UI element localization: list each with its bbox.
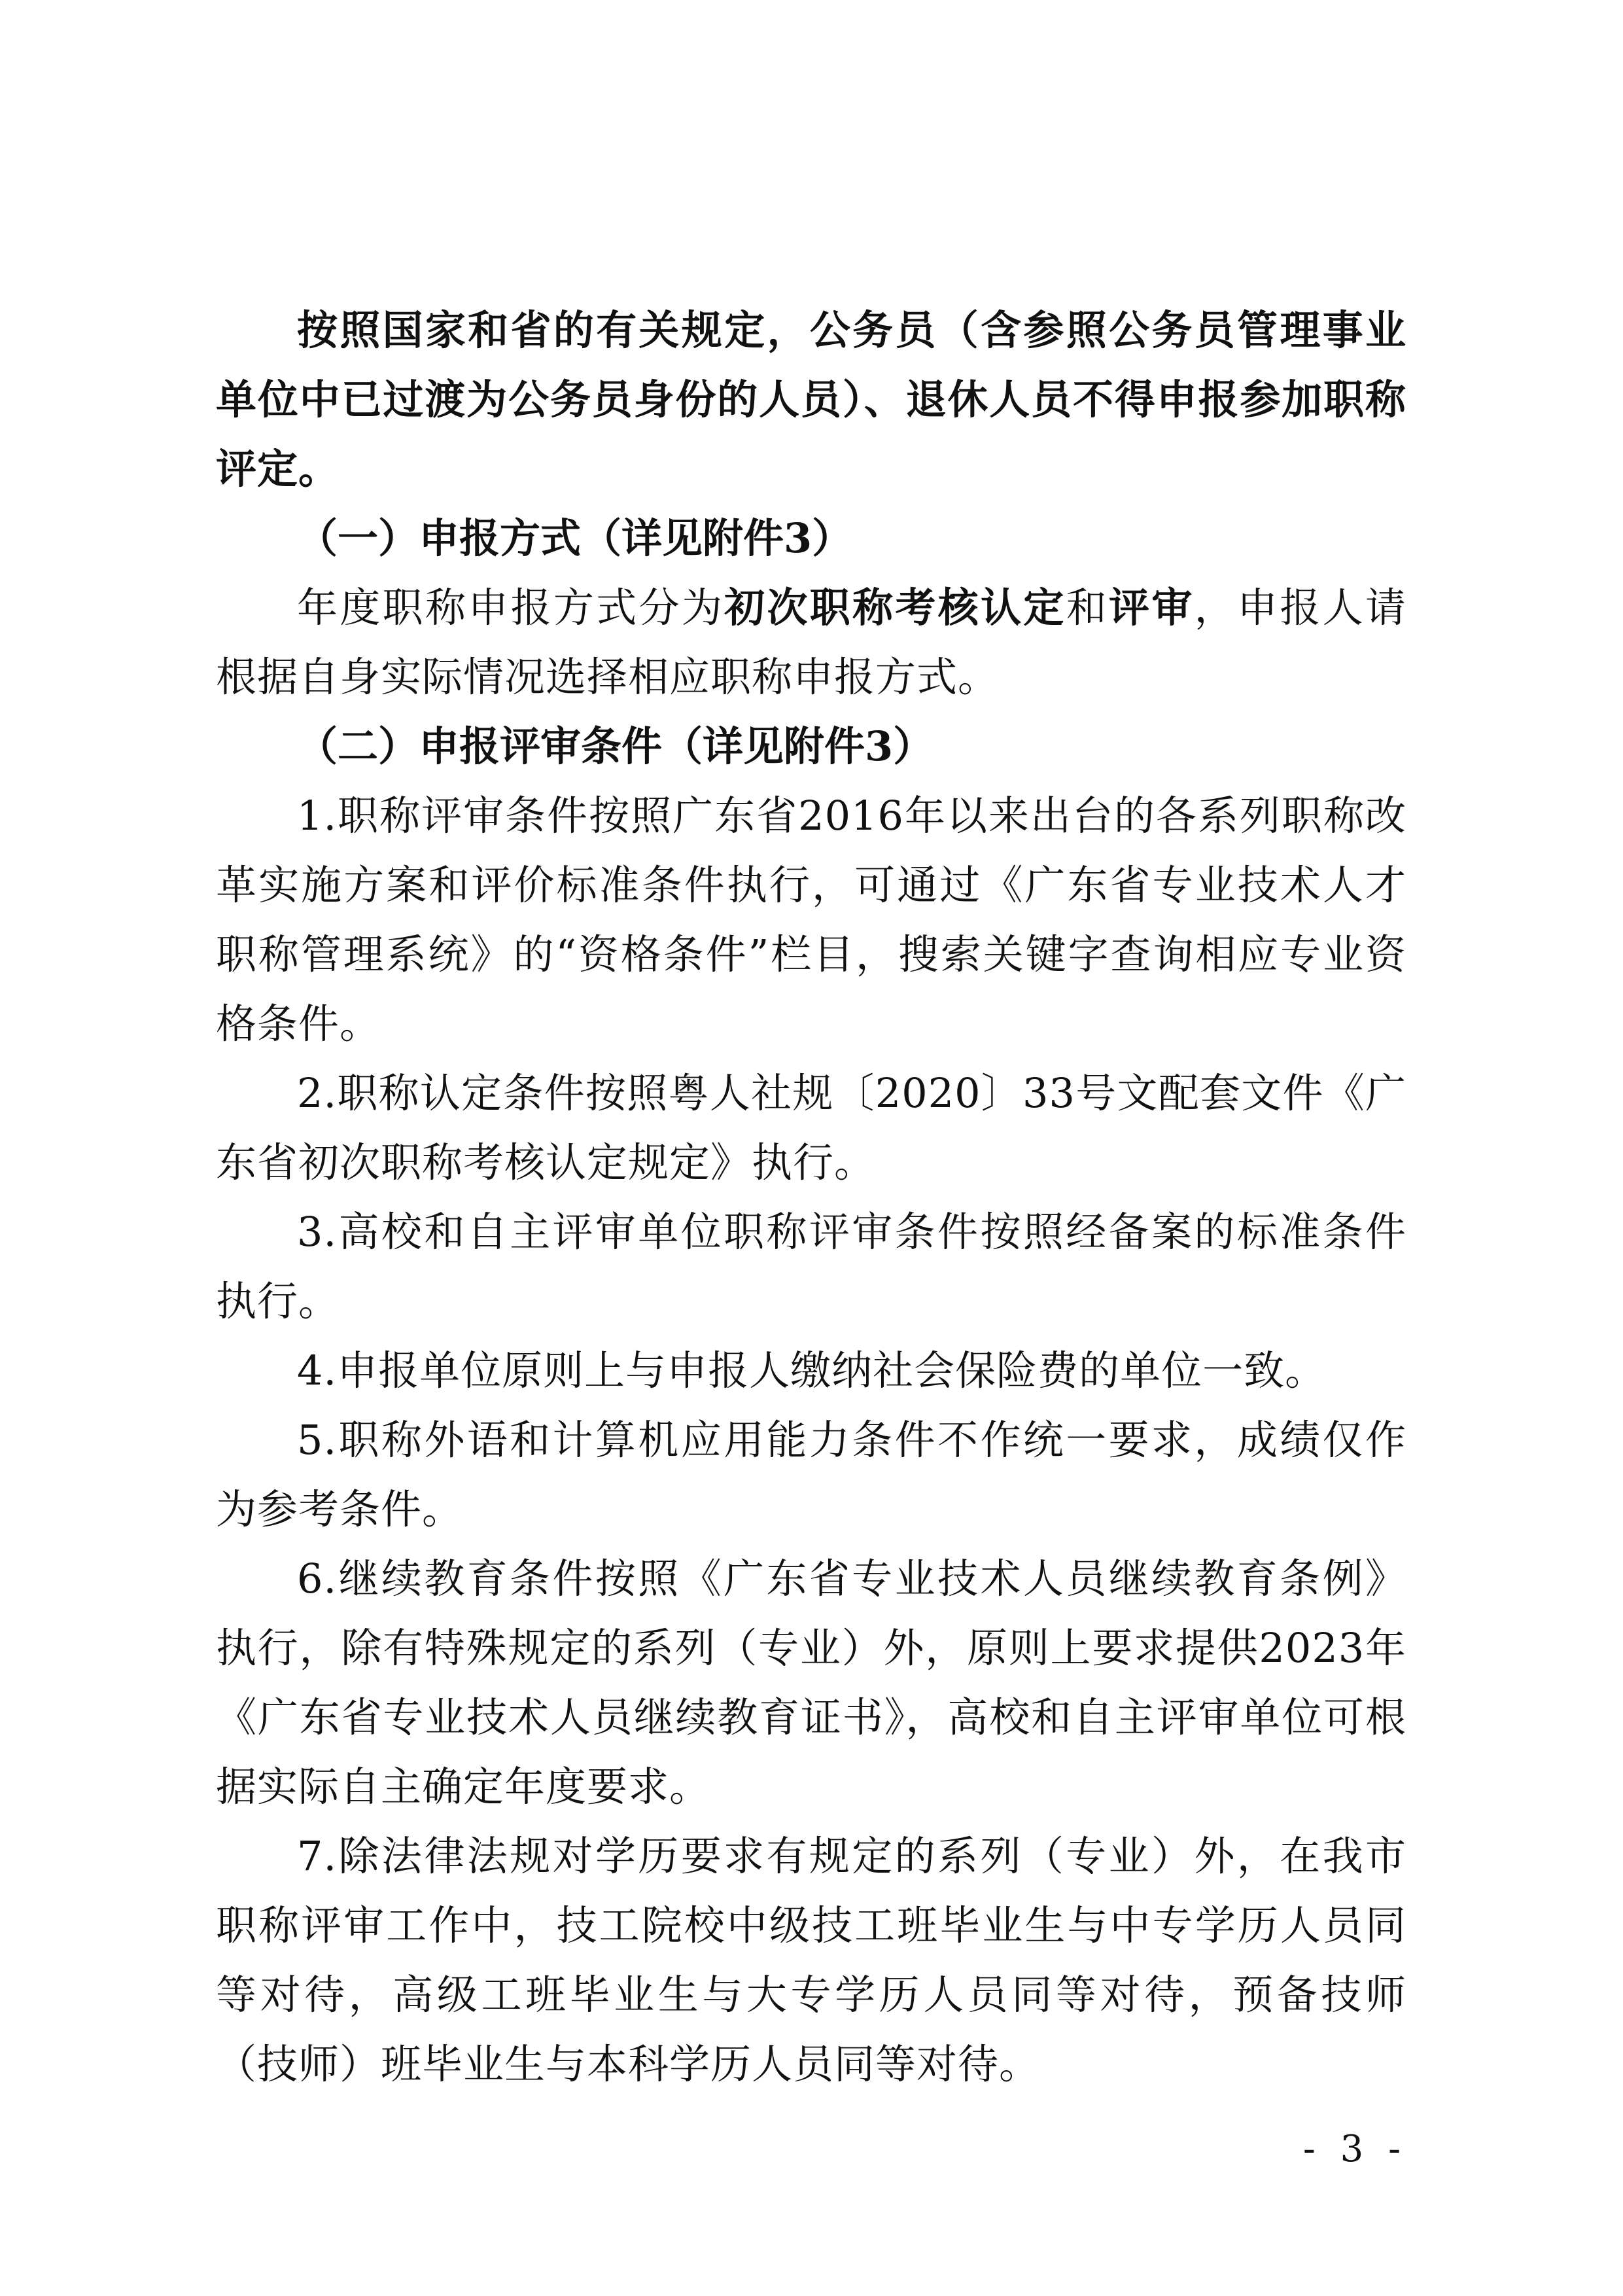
paragraph-item-4: 4.申报单位原则上与申报人缴纳社会保险费的单位一致。 <box>297 1347 1327 1394</box>
paragraph-civil-servant-restriction: 按照国家和省的有关规定，公务员（含参照公务员管理事业单位中已过渡为公务员身份的人员）、退休人员不得申报参加职称评定。 <box>216 306 1406 493</box>
heading-review-conditions: （二）申报评审条件（详见附件3） <box>297 722 934 770</box>
paragraph-application-method <box>216 573 1406 712</box>
text-review: 评审 <box>1109 584 1195 631</box>
text-segment: ，申报人请根据自身实际情况选择相应职称申报方式。 <box>216 584 1406 701</box>
paragraph-item-3: 3.高校和自主评审单位职称评审条件按照经备案的标准条件执行。 <box>216 1208 1406 1325</box>
text-initial-assessment: 初次职称考核认定 <box>724 584 1066 631</box>
page-number: - 3 - <box>1302 2128 1407 2170</box>
paragraph-item-6: 6.继续教育条件按照《广东省专业技术人员继续教育条例》执行，除有特殊规定的系列（专业）外，原则上要求提供2023年《广东省专业技术人员继续教育证书》，高校和自主评审单位可根据实际自主确定年度要求。 <box>216 1555 1406 1810</box>
paragraph-item-1: 1.职称评审条件按照广东省2016年以来出台的各系列职称改革实施方案和评价标准条件执行，可通过《广东省专业技术人才职称管理系统》的“资格条件”栏目，搜索关键字查询相应专业资格条件。 <box>216 792 1406 1048</box>
paragraph-item-5: 5.职称外语和计算机应用能力条件不作统一要求，成绩仅作为参考条件。 <box>216 1416 1406 1533</box>
paragraph-item-7: 7.除法律法规对学历要求有规定的系列（专业）外，在我市职称评审工作中，技工院校中级技工班毕业生与中专学历人员同等对待，高级工班毕业生与大专学历人员同等对待，预备技师（技师）班毕业生与本科学历人员同等对待。 <box>216 1832 1406 2088</box>
text-segment: 和 <box>1066 584 1109 631</box>
paragraph-item-2: 2.职称认定条件按照粤人社规〔2020〕33号文配套文件《广东省初次职称考核认定规定》执行。 <box>216 1069 1406 1186</box>
text-segment: 年度职称申报方式分为 <box>297 584 725 631</box>
heading-application-method: （一）申报方式（详见附件3） <box>297 514 853 562</box>
